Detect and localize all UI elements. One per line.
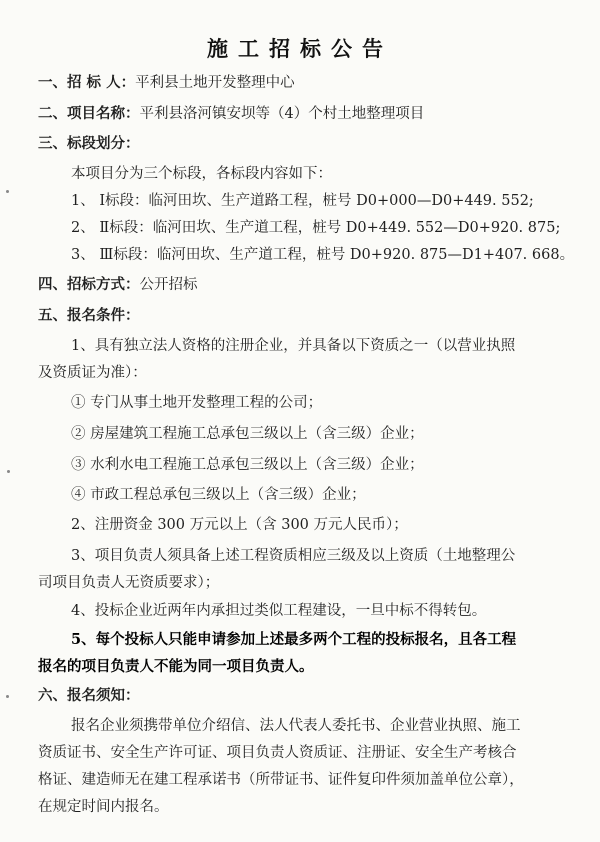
- qualification-1: ① 专门从事土地开发整理工程的公司；: [71, 395, 323, 411]
- section-bidder: [38, 73, 295, 93]
- section-lots: [38, 134, 140, 154]
- scan-speck: [6, 190, 9, 193]
- section-project-name-value: 平利县洛河镇安坝等（4）个村土地整理项目: [139, 106, 425, 122]
- document-title: 施工招标公告: [207, 36, 393, 61]
- qualification-2: ② 房屋建筑工程施工总承包三级以上（含三级）企业；: [71, 426, 424, 442]
- condition-4: 4、投标企业近两年内承担过类似工程建设，一旦中标不得转包。: [71, 603, 487, 619]
- registration-notes-line-3: 格证、建造师无在建工程承诺书（所带证书、证件复印件须加盖单位公章），: [38, 772, 524, 788]
- section-registration-notes: [38, 686, 140, 706]
- section-bidding-method-value: 公开招标: [139, 277, 198, 293]
- registration-notes-line-4: 在规定时间内报名。: [38, 799, 169, 815]
- section-bidding-method-heading: 四、招标方式：: [38, 276, 140, 293]
- section-project-name-heading: 二、项目名称：: [38, 105, 140, 122]
- section-project-name: [38, 104, 424, 124]
- section-lots-heading: 三、标段划分：: [38, 135, 140, 152]
- section-conditions-heading: 五、报名条件：: [38, 307, 140, 324]
- scan-speck: [7, 470, 10, 473]
- condition-1-line-2: 及资质证为准）：: [38, 365, 147, 381]
- section-bidder-heading: 一、招 标 人：: [38, 74, 136, 91]
- lots-intro: 本项目分为三个标段，各标段内容如下：: [71, 166, 332, 182]
- registration-notes-line-2: 资质证书、安全生产许可证、项目负责人资质证、注册证、安全生产考核合: [38, 745, 517, 761]
- condition-2: 2、注册资金 300 万元以上（含 300 万元人民币）；: [71, 517, 408, 533]
- lot-item-1: 1、 Ⅰ标段：临河田坎、生产道路工程，桩号 D0+000—D0+449. 552;: [71, 193, 534, 209]
- qualification-3: ③ 水利水电工程施工总承包三级以上（含三级）企业；: [71, 457, 424, 473]
- scan-speck: [6, 695, 9, 698]
- condition-5-line-2: 报名的项目负责人不能为同一项目负责人。: [38, 658, 314, 675]
- condition-5-line-1: 5、每个投标人只能申请参加上述最多两个工程的投标报名，且各工程: [71, 631, 517, 648]
- section-conditions: [38, 306, 140, 326]
- section-bidding-method: [38, 275, 198, 295]
- registration-notes-line-1: 报名企业须携带单位介绍信、法人代表人委托书、企业营业执照、施工: [71, 718, 521, 734]
- lot-item-2: 2、 Ⅱ标段：临河田坎、生产道工程，桩号 D0+449. 552—D0+920. 875;: [71, 220, 561, 236]
- condition-3-line-1: 3、项目负责人须具备上述工程资质相应三级及以上资质（土地整理公: [71, 548, 516, 564]
- qualification-4: ④ 市政工程总承包三级以上（含三级）企业；: [71, 487, 366, 503]
- condition-3-line-2: 司项目负责人无资质要求）；: [38, 575, 220, 591]
- section-bidder-value: 平利县土地开发整理中心: [135, 75, 295, 91]
- section-registration-notes-heading: 六、报名须知：: [38, 687, 140, 704]
- lot-item-3: 3、 Ⅲ标段：临河田坎、生产道工程，桩号 D0+920. 875—D1+407. 668。: [71, 247, 575, 263]
- condition-1-line-1: 1、具有独立法人资格的注册企业，并具备以下资质之一（以营业执照: [71, 338, 516, 354]
